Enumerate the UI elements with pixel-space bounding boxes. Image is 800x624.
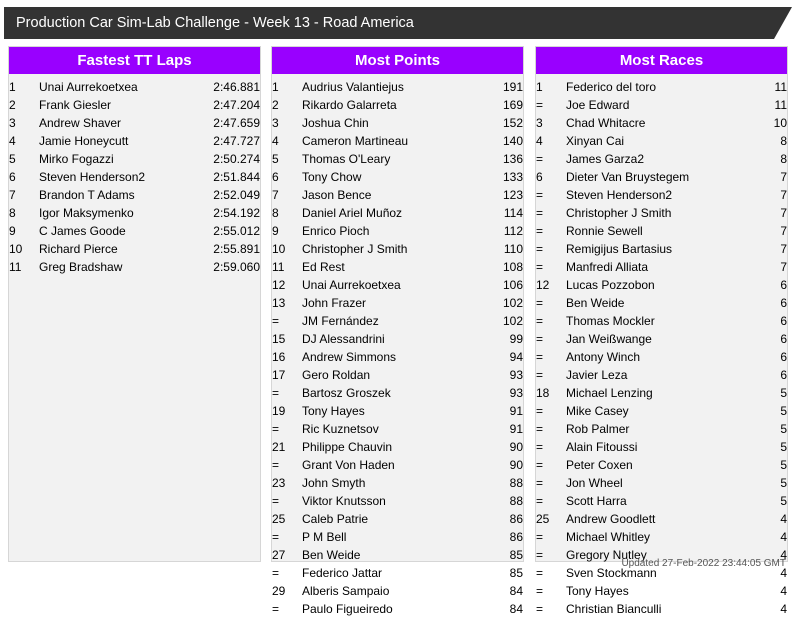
row-position: =	[536, 242, 544, 256]
table-row	[9, 240, 260, 258]
table-row	[536, 168, 787, 186]
row-driver-name: Jon Wheel	[566, 476, 623, 490]
row-driver-name: Philippe Chauvin	[302, 440, 393, 454]
row-position: 9	[9, 224, 16, 238]
row-driver-name: Joe Edward	[566, 98, 630, 112]
row-value: 110	[503, 242, 523, 256]
row-driver-name: Enrico Pioch	[302, 224, 370, 238]
row-driver-name: James Garza2	[566, 152, 645, 166]
row-position: 10	[272, 242, 286, 256]
row-driver-name: Tony Hayes	[302, 404, 365, 418]
row-position: 18	[536, 386, 550, 400]
table-row	[536, 474, 787, 492]
row-driver-name: Ronnie Sewell	[566, 224, 643, 238]
row-position: 23	[272, 476, 286, 490]
row-driver-name: Ben Weide	[302, 548, 361, 562]
row-value: 4	[780, 548, 787, 562]
table-row	[536, 258, 787, 276]
row-value: 152	[502, 116, 523, 130]
table-row	[536, 312, 787, 330]
row-value: 2:52.049	[213, 188, 260, 202]
row-driver-name: Greg Bradshaw	[39, 260, 123, 274]
row-position: =	[272, 602, 280, 616]
row-value: 2:59.060	[213, 260, 260, 274]
row-value: 136	[502, 152, 523, 166]
row-driver-name: Michael Whitley	[566, 530, 651, 544]
row-position: =	[536, 602, 544, 616]
row-value: 2:47.659	[213, 116, 260, 130]
leaderboard-table-most-races	[536, 78, 787, 618]
row-value: 123	[502, 188, 523, 202]
table-row	[272, 276, 523, 294]
table-row	[272, 366, 523, 384]
row-driver-name: P M Bell	[302, 530, 347, 544]
row-position: 2	[9, 98, 16, 112]
panel-most-points	[271, 46, 524, 616]
row-driver-name: Jan Weißwange	[566, 332, 652, 346]
row-driver-name: Antony Winch	[566, 350, 641, 364]
table-row	[272, 114, 523, 132]
table-row	[272, 402, 523, 420]
page-header	[4, 7, 792, 39]
row-driver-name: Richard Pierce	[39, 242, 118, 256]
row-driver-name: Tony Chow	[302, 170, 362, 184]
row-driver-name: C James Goode	[39, 224, 126, 238]
table-row	[272, 312, 523, 330]
row-position: =	[536, 440, 544, 454]
row-position: =	[536, 494, 544, 508]
row-value: 88	[509, 476, 523, 490]
row-value: 7	[780, 260, 787, 274]
table-row	[272, 258, 523, 276]
row-value: 84	[509, 584, 523, 598]
row-driver-name: DJ Alessandrini	[302, 332, 385, 346]
row-position: 9	[272, 224, 279, 238]
row-value: 11	[774, 80, 787, 94]
table-row	[536, 420, 787, 438]
row-driver-name: Michael Lenzing	[566, 386, 653, 400]
row-driver-name: Audrius Valantiejus	[302, 80, 404, 94]
row-value: 5	[780, 386, 787, 400]
table-row	[9, 150, 260, 168]
row-position: 4	[9, 134, 16, 148]
panel-body-most-races	[536, 74, 787, 624]
row-position: =	[272, 530, 280, 544]
row-driver-name: JM Fernández	[302, 314, 379, 328]
row-driver-name: Daniel Ariel Muñoz	[302, 206, 403, 220]
row-driver-name: Grant Von Haden	[302, 458, 395, 472]
table-row	[536, 204, 787, 222]
table-row	[536, 456, 787, 474]
row-value: 90	[509, 458, 523, 472]
updated-timestamp: Updated 27-Feb-2022 23:44:05 GMT	[621, 558, 786, 569]
row-value: 85	[509, 566, 523, 580]
table-row	[536, 582, 787, 600]
table-row	[536, 150, 787, 168]
row-driver-name: Thomas Mockler	[566, 314, 655, 328]
row-value: 99	[509, 332, 523, 346]
row-value: 169	[502, 98, 523, 112]
row-position: 12	[536, 278, 550, 292]
table-row	[536, 114, 787, 132]
table-row	[272, 186, 523, 204]
row-value: 140	[502, 134, 523, 148]
row-position: =	[536, 350, 544, 364]
row-position: 13	[272, 296, 286, 310]
row-driver-name: Igor Maksymenko	[39, 206, 134, 220]
row-driver-name: John Smyth	[302, 476, 366, 490]
panel-title-most-points: Most Points	[272, 47, 523, 74]
table-row	[9, 258, 260, 276]
header-fold-shape	[774, 7, 792, 39]
table-row	[536, 186, 787, 204]
row-value: 5	[780, 494, 787, 508]
row-value: 2:47.204	[213, 98, 260, 112]
row-value: 4	[780, 530, 787, 544]
row-position: =	[536, 224, 544, 238]
table-row	[9, 78, 260, 96]
row-driver-name: Gero Roldan	[302, 368, 371, 382]
table-row	[272, 348, 523, 366]
table-row	[9, 96, 260, 114]
row-value: 5	[780, 404, 787, 418]
row-value: 2:46.881	[213, 80, 260, 94]
row-position: 6	[9, 170, 16, 184]
row-position: 4	[536, 134, 543, 148]
table-row	[272, 582, 523, 600]
row-position: 10	[9, 242, 23, 256]
row-driver-name: Alberis Sampaio	[302, 584, 390, 598]
row-position: 5	[272, 152, 279, 166]
table-row	[536, 438, 787, 456]
row-position: =	[272, 422, 280, 436]
row-driver-name: Jason Bence	[302, 188, 372, 202]
row-driver-name: Chad Whitacre	[566, 116, 646, 130]
row-value: 5	[780, 422, 787, 436]
row-position: =	[536, 332, 544, 346]
row-value: 112	[503, 224, 523, 238]
row-position: 6	[536, 170, 543, 184]
row-driver-name: Christopher J Smith	[302, 242, 408, 256]
row-value: 2:55.891	[213, 242, 260, 256]
row-driver-name: Peter Coxen	[566, 458, 633, 472]
table-row	[272, 600, 523, 618]
row-driver-name: Mirko Fogazzi	[39, 152, 114, 166]
table-row	[9, 132, 260, 150]
row-driver-name: Christopher J Smith	[566, 206, 672, 220]
table-row	[272, 78, 523, 96]
row-position: 3	[9, 116, 16, 130]
table-row	[536, 402, 787, 420]
row-value: 2:54.192	[213, 206, 260, 220]
row-driver-name: Manfredi Alliata	[566, 260, 649, 274]
table-row	[9, 114, 260, 132]
row-position: =	[272, 314, 280, 328]
row-value: 108	[502, 260, 523, 274]
table-row	[9, 186, 260, 204]
row-driver-name: Gregory Nutley	[566, 548, 647, 562]
table-row	[272, 528, 523, 546]
row-position: =	[272, 494, 280, 508]
row-value: 102	[502, 314, 523, 328]
row-driver-name: Caleb Patrie	[302, 512, 369, 526]
row-driver-name: Unai Aurrekoetxea	[302, 278, 401, 292]
row-position: =	[536, 98, 544, 112]
row-driver-name: Ben Weide	[566, 296, 625, 310]
table-row	[272, 564, 523, 582]
row-value: 6	[780, 296, 787, 310]
row-driver-name: Alain Fitoussi	[566, 440, 638, 454]
row-driver-name: Steven Henderson2	[39, 170, 146, 184]
row-value: 7	[780, 224, 787, 238]
row-driver-name: Bartosz Groszek	[302, 386, 391, 400]
row-position: 12	[272, 278, 286, 292]
row-value: 6	[780, 350, 787, 364]
row-position: 11	[272, 260, 285, 274]
row-value: 11	[774, 98, 787, 112]
table-row	[272, 294, 523, 312]
row-value: 133	[502, 170, 523, 184]
row-position: 25	[536, 512, 550, 526]
table-row	[536, 132, 787, 150]
row-driver-name: Unai Aurrekoetxea	[39, 80, 138, 94]
row-value: 5	[780, 476, 787, 490]
table-row	[536, 294, 787, 312]
row-value: 4	[780, 512, 787, 526]
row-position: =	[536, 566, 544, 580]
row-value: 8	[780, 134, 787, 148]
row-driver-name: Andrew Shaver	[39, 116, 122, 130]
row-position: 29	[272, 584, 286, 598]
row-value: 2:51.844	[213, 170, 260, 184]
row-driver-name: Sven Stockmann	[566, 566, 657, 580]
table-row	[272, 474, 523, 492]
row-value: 94	[509, 350, 523, 364]
row-position: 2	[272, 98, 279, 112]
row-driver-name: Andrew Goodlett	[566, 512, 656, 526]
row-value: 191	[502, 80, 523, 94]
row-position: 1	[536, 80, 543, 94]
row-driver-name: Federico Jattar	[302, 566, 383, 580]
row-position: 7	[272, 188, 279, 202]
row-value: 102	[502, 296, 523, 310]
row-driver-name: Rob Palmer	[566, 422, 630, 436]
table-row	[536, 96, 787, 114]
row-driver-name: Christian Bianculli	[566, 602, 662, 616]
table-row	[9, 222, 260, 240]
row-value: 2:55.012	[213, 224, 260, 238]
row-driver-name: Mike Casey	[566, 404, 629, 418]
row-position: =	[536, 476, 544, 490]
row-position: 11	[9, 260, 22, 274]
table-row	[272, 438, 523, 456]
row-position: =	[536, 584, 544, 598]
row-position: 16	[272, 350, 286, 364]
row-driver-name: Steven Henderson2	[566, 188, 673, 202]
row-value: 91	[509, 404, 523, 418]
row-position: 4	[272, 134, 279, 148]
row-position: =	[536, 530, 544, 544]
table-row	[272, 222, 523, 240]
row-value: 4	[780, 584, 787, 598]
row-position: =	[272, 458, 280, 472]
row-position: 3	[272, 116, 279, 130]
row-driver-name: Cameron Martineau	[302, 134, 409, 148]
row-driver-name: Andrew Simmons	[302, 350, 397, 364]
row-position: 6	[272, 170, 279, 184]
table-row	[272, 204, 523, 222]
leaderboard-table-fastest-tt-laps	[9, 78, 260, 276]
table-row	[9, 168, 260, 186]
table-row	[9, 204, 260, 222]
row-value: 93	[509, 368, 523, 382]
row-value: 91	[509, 422, 523, 436]
row-position: 25	[272, 512, 286, 526]
row-position: =	[536, 404, 544, 418]
row-driver-name: Scott Harra	[566, 494, 627, 508]
row-value: 106	[502, 278, 523, 292]
panel-fastest-tt-laps	[8, 46, 261, 562]
table-row	[536, 492, 787, 510]
row-position: 5	[9, 152, 16, 166]
page-title: Production Car Sim-Lab Challenge - Week 13 - Road America	[16, 15, 414, 31]
table-row	[536, 528, 787, 546]
table-row	[536, 240, 787, 258]
table-row	[272, 546, 523, 564]
table-row	[536, 330, 787, 348]
row-position: 8	[272, 206, 279, 220]
row-position: =	[272, 386, 280, 400]
row-position: =	[536, 422, 544, 436]
table-row	[536, 510, 787, 528]
table-row	[272, 96, 523, 114]
row-driver-name: Joshua Chin	[302, 116, 369, 130]
panel-body-fastest-tt-laps	[9, 74, 260, 282]
row-position: 21	[272, 440, 286, 454]
row-value: 93	[509, 386, 523, 400]
row-driver-name: Paulo Figueiredo	[302, 602, 393, 616]
row-value: 6	[780, 278, 787, 292]
row-position: =	[536, 188, 544, 202]
row-position: =	[536, 314, 544, 328]
table-row	[536, 366, 787, 384]
row-value: 86	[509, 512, 523, 526]
row-value: 7	[780, 242, 787, 256]
row-position: =	[272, 566, 280, 580]
row-position: =	[536, 368, 544, 382]
row-value: 4	[780, 602, 787, 616]
row-driver-name: Lucas Pozzobon	[566, 278, 655, 292]
row-value: 6	[780, 368, 787, 382]
row-position: =	[536, 296, 544, 310]
row-driver-name: Rikardo Galarreta	[302, 98, 397, 112]
row-value: 2:47.727	[213, 134, 260, 148]
row-driver-name: Jamie Honeycutt	[39, 134, 129, 148]
row-position: =	[536, 152, 544, 166]
row-driver-name: Federico del toro	[566, 80, 657, 94]
row-value: 90	[509, 440, 523, 454]
table-row	[272, 384, 523, 402]
row-driver-name: Frank Giesler	[39, 98, 112, 112]
row-driver-name: Javier Leza	[566, 368, 628, 382]
row-value: 88	[509, 494, 523, 508]
table-row	[272, 492, 523, 510]
row-value: 5	[780, 440, 787, 454]
row-value: 8	[780, 152, 787, 166]
row-driver-name: Ric Kuznetsov	[302, 422, 379, 436]
row-driver-name: Ed Rest	[302, 260, 345, 274]
table-row	[272, 168, 523, 186]
row-position: 1	[272, 80, 279, 94]
table-row	[272, 132, 523, 150]
row-value: 7	[780, 206, 787, 220]
panel-title-fastest-tt-laps: Fastest TT Laps	[9, 47, 260, 74]
row-position: 19	[272, 404, 286, 418]
row-driver-name: Tony Hayes	[566, 584, 629, 598]
row-value: 6	[780, 332, 787, 346]
table-row	[536, 78, 787, 96]
table-row	[536, 276, 787, 294]
row-position: 27	[272, 548, 286, 562]
row-value: 7	[780, 188, 787, 202]
table-row	[272, 240, 523, 258]
row-position: =	[536, 548, 544, 562]
row-position: 17	[272, 368, 286, 382]
row-driver-name: Remigijus Bartasius	[566, 242, 673, 256]
table-row	[536, 600, 787, 618]
row-driver-name: Xinyan Cai	[566, 134, 625, 148]
table-row	[272, 420, 523, 438]
row-position: 8	[9, 206, 16, 220]
panel-body-most-points	[272, 74, 523, 624]
row-value: 4	[780, 566, 787, 580]
row-value: 10	[773, 116, 787, 130]
row-driver-name: Viktor Knutsson	[302, 494, 386, 508]
table-row	[272, 330, 523, 348]
row-position: 1	[9, 80, 16, 94]
row-driver-name: Dieter Van Bruystegem	[566, 170, 690, 184]
table-row	[536, 348, 787, 366]
row-driver-name: Thomas O'Leary	[302, 152, 391, 166]
table-row	[272, 456, 523, 474]
row-value: 5	[780, 458, 787, 472]
row-position: 15	[272, 332, 286, 346]
row-value: 86	[509, 530, 523, 544]
row-driver-name: Brandon T Adams	[39, 188, 135, 202]
row-value: 84	[509, 602, 523, 616]
table-row	[536, 384, 787, 402]
row-position: =	[536, 206, 544, 220]
row-value: 114	[503, 206, 523, 220]
row-value: 6	[780, 314, 787, 328]
row-value: 7	[780, 170, 787, 184]
leaderboard-table-most-points	[272, 78, 523, 618]
row-position: 7	[9, 188, 16, 202]
table-row	[272, 510, 523, 528]
table-row	[536, 222, 787, 240]
row-position: 3	[536, 116, 543, 130]
row-driver-name: John Frazer	[302, 296, 367, 310]
row-value: 2:50.274	[213, 152, 260, 166]
row-position: =	[536, 260, 544, 274]
table-row	[272, 150, 523, 168]
row-value: 85	[509, 548, 523, 562]
panel-title-most-races: Most Races	[536, 47, 787, 74]
row-position: =	[536, 458, 544, 472]
